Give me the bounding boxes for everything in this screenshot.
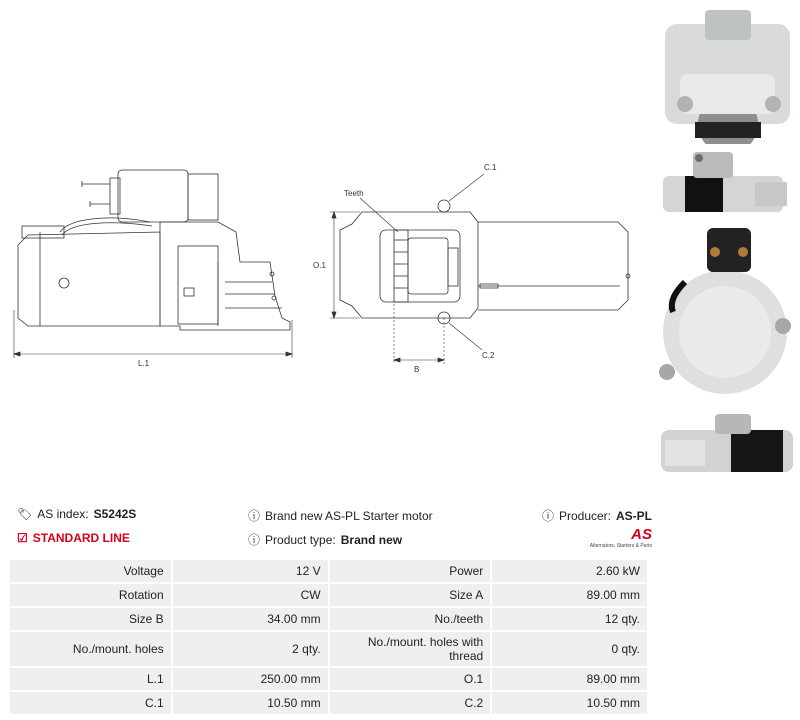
table-row: [10, 560, 647, 582]
standard-line: [17, 531, 130, 545]
info-icon: ⓘ: [248, 533, 261, 547]
spec-value: 0 qty.: [492, 632, 647, 666]
spec-label: No./teeth: [330, 608, 491, 630]
as-pl-logo: [572, 526, 652, 549]
info-icon: ⓘ: [248, 509, 261, 523]
as-index: [17, 507, 136, 521]
dim-label-l1: L.1: [138, 359, 150, 368]
as-index-label: AS index:: [37, 507, 89, 521]
spec-label: No./mount. holes with thread: [330, 632, 491, 666]
spec-label: Size A: [330, 584, 491, 606]
producer-value: AS-PL: [616, 508, 652, 523]
product-photos: [655, 0, 800, 480]
dim-label-teeth: Teeth: [344, 189, 364, 198]
table-row: [10, 632, 647, 666]
spec-label: Size B: [10, 608, 171, 630]
table-row: [10, 668, 647, 690]
description-text: Brand new AS-PL Starter motor: [265, 508, 433, 523]
dim-label-o1: O.1: [313, 261, 326, 270]
spec-label: Rotation: [10, 584, 171, 606]
spec-label: C.1: [10, 692, 171, 714]
photo-side-view[interactable]: [655, 148, 800, 218]
product-info: [12, 500, 652, 555]
photo-angle-view[interactable]: [655, 410, 800, 480]
front-view-drawing: [330, 174, 630, 364]
spec-value: 12 V: [173, 560, 328, 582]
spec-value: 2 qty.: [173, 632, 328, 666]
spec-label: Voltage: [10, 560, 171, 582]
producer: [542, 507, 652, 524]
tag-icon: 🏷︎: [17, 507, 33, 521]
dim-label-b: B: [414, 365, 420, 374]
description: [248, 507, 433, 524]
spec-value: 89.00 mm: [492, 584, 647, 606]
producer-label: Producer:: [558, 508, 611, 523]
photo-front-view[interactable]: [655, 4, 800, 144]
spec-value: 34.00 mm: [173, 608, 328, 630]
spec-label: C.2: [330, 692, 491, 714]
table-row: [10, 608, 647, 630]
spec-label: O.1: [330, 668, 491, 690]
dim-label-c2: C.2: [482, 351, 495, 360]
spec-value: 12 qty.: [492, 608, 647, 630]
info-icon: ⓘ: [541, 509, 554, 523]
spec-label: L.1: [10, 668, 171, 690]
side-view-drawing: [14, 170, 292, 358]
spec-value: 250.00 mm: [173, 668, 328, 690]
product-type: [248, 531, 402, 548]
logo-text: AS: [631, 526, 652, 543]
dim-label-c1: C.1: [484, 163, 497, 172]
product-type-label: Product type:: [265, 532, 336, 547]
table-row: [10, 692, 647, 714]
specs-table: [8, 558, 649, 716]
standard-line-label: STANDARD LINE: [32, 531, 130, 545]
spec-value: 10.50 mm: [492, 692, 647, 714]
photo-rear-view[interactable]: [655, 222, 800, 402]
spec-value: 89.00 mm: [492, 668, 647, 690]
checkbox-icon: ☑: [17, 531, 28, 545]
as-index-value: S5242S: [93, 507, 137, 521]
product-type-value: Brand new: [340, 532, 403, 547]
table-row: [10, 584, 647, 606]
spec-value: 2.60 kW: [492, 560, 647, 582]
spec-value: 10.50 mm: [173, 692, 328, 714]
spec-label: Power: [330, 560, 491, 582]
spec-value: CW: [173, 584, 328, 606]
logo-tagline: Alternators, Starters & Parts: [589, 543, 652, 549]
spec-label: No./mount. holes: [10, 632, 171, 666]
